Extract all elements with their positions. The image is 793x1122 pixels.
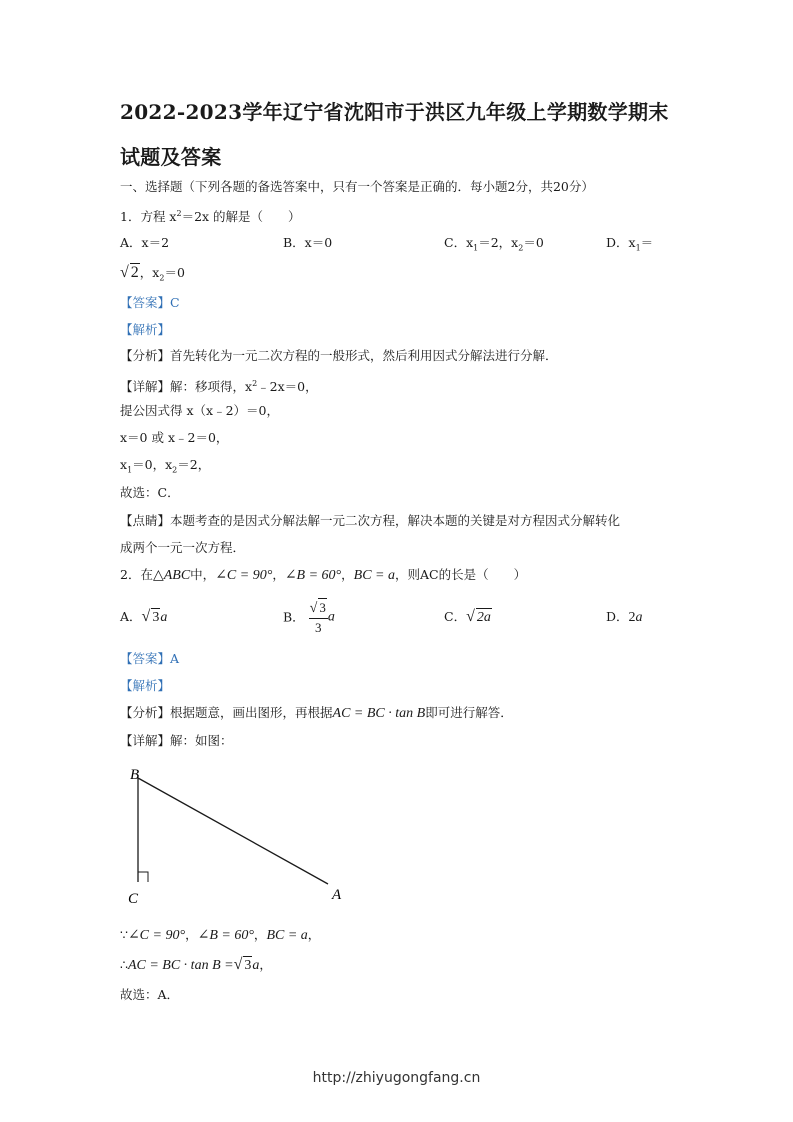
q1-choose: 故选：C． xyxy=(120,485,180,500)
section-heading: 一、选择题（下列各题的备选答案中，只有一个答案是正确的．每小题2分，共20分） xyxy=(120,179,594,194)
vertex-a-label: A xyxy=(332,887,342,903)
q1-option-b: B．x＝0 xyxy=(283,235,333,250)
q2-choose: 故选：A． xyxy=(120,987,180,1002)
q1-dianjing-2: 成两个一元一次方程． xyxy=(120,540,246,555)
q1-dianjing-1: 【点睛】本题考查的是因式分解法解一元二次方程，解决本题的关键是对方程因式分解转化 xyxy=(120,513,621,528)
q1-option-c: C．$x_1=2$，$x_2=0$ xyxy=(444,235,544,253)
q1-step3: $x_1=0$，$x_2=2$， xyxy=(120,457,211,475)
q1-stem: 1．方程 $x^2=2x$ 的解是（ ） xyxy=(120,209,301,225)
q2-jiexi: 【解析】 xyxy=(120,678,171,693)
q2-option-a: A．√ 3a xyxy=(120,608,168,625)
q2-stem: 2．在△ABC中，∠C = 90°，∠B = 60°，BC = a，则AC的长是（ ） xyxy=(120,567,527,583)
q2-option-d: D．2a xyxy=(606,609,643,625)
vertex-c-label: C xyxy=(128,891,139,907)
q1-fenxi: 【分析】首先转化为一元二次方程的一般形式，然后利用因式分解法进行分解． xyxy=(120,348,558,363)
q1-step2: x＝0 或 x﹣2＝0， xyxy=(120,430,229,445)
triangle-figure xyxy=(120,760,360,910)
q2-fenxi: 【分析】根据题意，画出图形，再根据AC = BC · tan B即可进行解答． xyxy=(120,705,513,721)
q1-jiexi: 【解析】 xyxy=(120,322,171,337)
q1-step1: 提公因式得 x（x﹣2）＝0， xyxy=(120,403,279,418)
doc-title-line2: 试题及答案 xyxy=(120,145,222,169)
doc-title-line1: 2022-2023学年辽宁省沈阳市于洪区九年级上学期数学期末 xyxy=(120,100,669,124)
side-ba xyxy=(138,778,328,884)
q2-xiangjie: 【详解】解：如图： xyxy=(120,733,233,748)
q2-because: ∵∠C = 90°，∠B = 60°，BC = a， xyxy=(120,927,321,943)
q1-option-d: D．$x_1=$ xyxy=(606,235,654,253)
footer-url: http://zhiyugongfang.cn xyxy=(312,1070,481,1086)
q1-xiangjie: 【详解】解：移项得，$x^2﹣2x=0$， xyxy=(120,379,318,395)
q1-option-a: A．x＝2 xyxy=(120,235,170,250)
q2-answer: 【答案】A xyxy=(120,651,180,666)
vertex-b-label: B xyxy=(130,767,140,783)
right-angle-mark xyxy=(138,872,148,882)
q1-option-d-cont: √ 2，$x_2=0$ xyxy=(120,264,185,283)
q2-option-b: B． $\frac{√ 3}{3}$ a xyxy=(283,600,335,635)
q1-answer: 【答案】C xyxy=(120,295,180,310)
q2-therefore: ∴AC = BC · tan B =√ 3a， xyxy=(120,956,272,973)
q2-option-c: C．√ 2a xyxy=(444,608,491,625)
